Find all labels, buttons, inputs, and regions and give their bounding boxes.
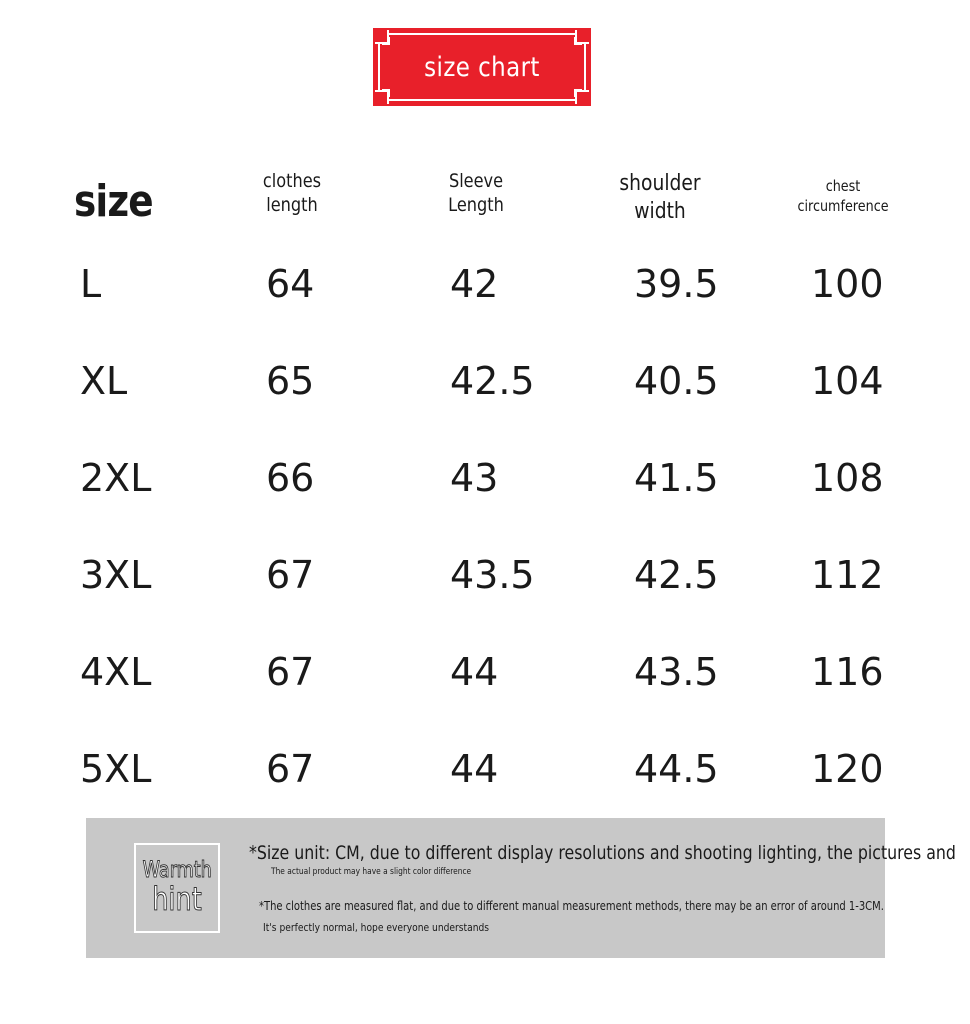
table-row xyxy=(0,262,970,322)
size-cell: 5XL xyxy=(80,747,152,791)
color-difference-note: The actual product may have a slight color difference xyxy=(271,867,472,877)
sleeve-length-cell: 44 xyxy=(450,747,499,791)
measurement-note: *The clothes are measured flat, and due to different manual measurement methods, there may be an error of around 1-3CM. xyxy=(259,899,884,913)
table-row xyxy=(0,650,970,710)
header-shoulder-width xyxy=(609,170,711,225)
header-size: size xyxy=(74,176,153,227)
chest-circumference-cell: 120 xyxy=(811,747,884,791)
header-line: shoulder xyxy=(619,171,701,196)
understanding-note: It's perfectly normal, hope everyone understands xyxy=(263,921,490,934)
shoulder-width-cell: 41.5 xyxy=(634,456,719,500)
sleeve-length-cell: 42.5 xyxy=(450,359,535,403)
warmth-hint-label xyxy=(134,843,220,933)
size-cell: 3XL xyxy=(80,553,152,597)
badge-corner-ornament xyxy=(574,89,582,97)
chest-circumference-cell: 104 xyxy=(811,359,884,403)
table-row xyxy=(0,456,970,516)
badge-corner-ornament xyxy=(574,37,582,45)
header-line: circumference xyxy=(797,197,889,216)
shoulder-width-cell: 43.5 xyxy=(634,650,719,694)
header-line: length xyxy=(266,193,318,216)
clothes-length-cell: 66 xyxy=(266,456,315,500)
size-chart-badge xyxy=(373,28,591,106)
size-cell: XL xyxy=(80,359,128,403)
header-sleeve-length xyxy=(425,170,527,218)
size-cell: 4XL xyxy=(80,650,152,694)
header-clothes-length xyxy=(241,170,343,218)
table-row xyxy=(0,553,970,613)
size-unit-note: *Size unit: CM, due to different display resolutions and shooting lighting, the pictures and xyxy=(249,842,956,864)
header-line: clothes xyxy=(262,170,322,192)
sleeve-length-cell: 44 xyxy=(450,650,499,694)
hint-label-line2: hint xyxy=(152,880,202,919)
size-cell: L xyxy=(80,262,102,306)
sleeve-length-cell: 42 xyxy=(450,262,499,306)
header-line: chest xyxy=(825,177,861,195)
clothes-length-cell: 67 xyxy=(266,553,315,597)
size-cell: 2XL xyxy=(80,456,152,500)
shoulder-width-cell: 44.5 xyxy=(634,747,719,791)
chest-circumference-cell: 100 xyxy=(811,262,884,306)
header-line: Length xyxy=(448,193,504,216)
clothes-length-cell: 67 xyxy=(266,747,315,791)
shoulder-width-cell: 42.5 xyxy=(634,553,719,597)
sleeve-length-cell: 43 xyxy=(450,456,499,500)
header-chest-circumference xyxy=(788,176,899,217)
sleeve-length-cell: 43.5 xyxy=(450,553,535,597)
chest-circumference-cell: 108 xyxy=(811,456,884,500)
clothes-length-cell: 65 xyxy=(266,359,315,403)
shoulder-width-cell: 39.5 xyxy=(634,262,719,306)
clothes-length-cell: 64 xyxy=(266,262,315,306)
shoulder-width-cell: 40.5 xyxy=(634,359,719,403)
hint-label-line1: Warmth xyxy=(142,858,212,884)
header-line: width xyxy=(634,198,686,224)
page-title: size chart xyxy=(424,51,540,83)
chest-circumference-cell: 112 xyxy=(811,553,884,597)
header-line: Sleeve xyxy=(448,170,504,192)
chest-circumference-cell: 116 xyxy=(811,650,884,694)
table-row xyxy=(0,747,970,807)
table-row xyxy=(0,359,970,419)
clothes-length-cell: 67 xyxy=(266,650,315,694)
